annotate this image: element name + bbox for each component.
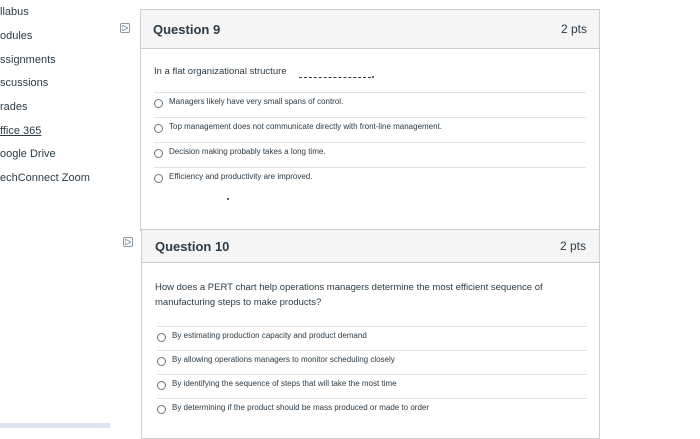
answer-option[interactable] bbox=[154, 92, 586, 114]
sidebar-bottom-strip bbox=[0, 423, 110, 428]
question-text-line-1: How does a PERT chart help operations managers determine the most efficient sequence of bbox=[155, 282, 543, 293]
question-header bbox=[141, 10, 599, 49]
stray-dot bbox=[227, 198, 229, 200]
radio-button[interactable] bbox=[157, 405, 166, 414]
question-title: Question 9 bbox=[153, 22, 221, 37]
nav-techconnect-zoom[interactable]: echConnect Zoom bbox=[0, 172, 90, 184]
answer-option[interactable] bbox=[154, 117, 586, 139]
answer-option[interactable] bbox=[157, 398, 587, 420]
question-points: 2 pts bbox=[560, 22, 587, 36]
nav-google-drive[interactable]: oogle Drive bbox=[0, 148, 56, 160]
answer-label: By allowing operations managers to monitor scheduling closely bbox=[172, 355, 395, 364]
nav-assignments[interactable]: ssignments bbox=[0, 54, 56, 66]
answer-label: By determining if the product should be mass produced or made to order bbox=[172, 403, 430, 412]
radio-button[interactable] bbox=[154, 174, 163, 183]
question-title: Question 10 bbox=[155, 239, 230, 254]
radio-button[interactable] bbox=[157, 357, 166, 366]
radio-button[interactable] bbox=[154, 124, 163, 133]
course-navigation bbox=[0, 0, 110, 428]
nav-discussions[interactable]: scussions bbox=[0, 77, 49, 89]
radio-button[interactable] bbox=[157, 333, 166, 342]
answer-option[interactable] bbox=[157, 374, 587, 396]
flag-question-icon[interactable] bbox=[120, 23, 130, 33]
answer-option[interactable] bbox=[154, 167, 586, 189]
question-card bbox=[141, 229, 600, 439]
answer-label: Top management does not communicate directly with front-line management. bbox=[169, 122, 443, 131]
answer-label: Managers likely have very small spans of control. bbox=[169, 97, 344, 106]
nav-modules[interactable]: odules bbox=[0, 30, 33, 42]
question-points: 2 pts bbox=[559, 239, 586, 253]
question-header bbox=[142, 230, 599, 263]
blank-period bbox=[372, 76, 374, 78]
answer-label: By estimating production capacity and product demand bbox=[172, 331, 367, 340]
radio-button[interactable] bbox=[157, 381, 166, 390]
answer-label: Efficiency and productivity are improved. bbox=[169, 172, 313, 181]
fill-blank-line bbox=[299, 77, 371, 78]
answer-option[interactable] bbox=[157, 350, 587, 372]
answer-option[interactable] bbox=[154, 142, 586, 164]
answer-option[interactable] bbox=[157, 326, 587, 348]
radio-button[interactable] bbox=[154, 99, 163, 108]
question-text-line-2: manufacturing steps to make products? bbox=[155, 297, 322, 308]
nav-grades[interactable]: rades bbox=[0, 101, 28, 113]
question-text: In a flat organizational structure bbox=[154, 66, 287, 77]
flag-question-icon[interactable] bbox=[123, 237, 133, 247]
answer-label: By identifying the sequence of steps that will take the most time bbox=[172, 379, 397, 388]
radio-button[interactable] bbox=[154, 149, 163, 158]
nav-syllabus[interactable]: llabus bbox=[0, 6, 29, 18]
answer-label: Decision making probably takes a long time. bbox=[169, 147, 326, 156]
question-card bbox=[140, 9, 600, 231]
nav-office-365[interactable]: ffice 365 bbox=[0, 125, 42, 137]
